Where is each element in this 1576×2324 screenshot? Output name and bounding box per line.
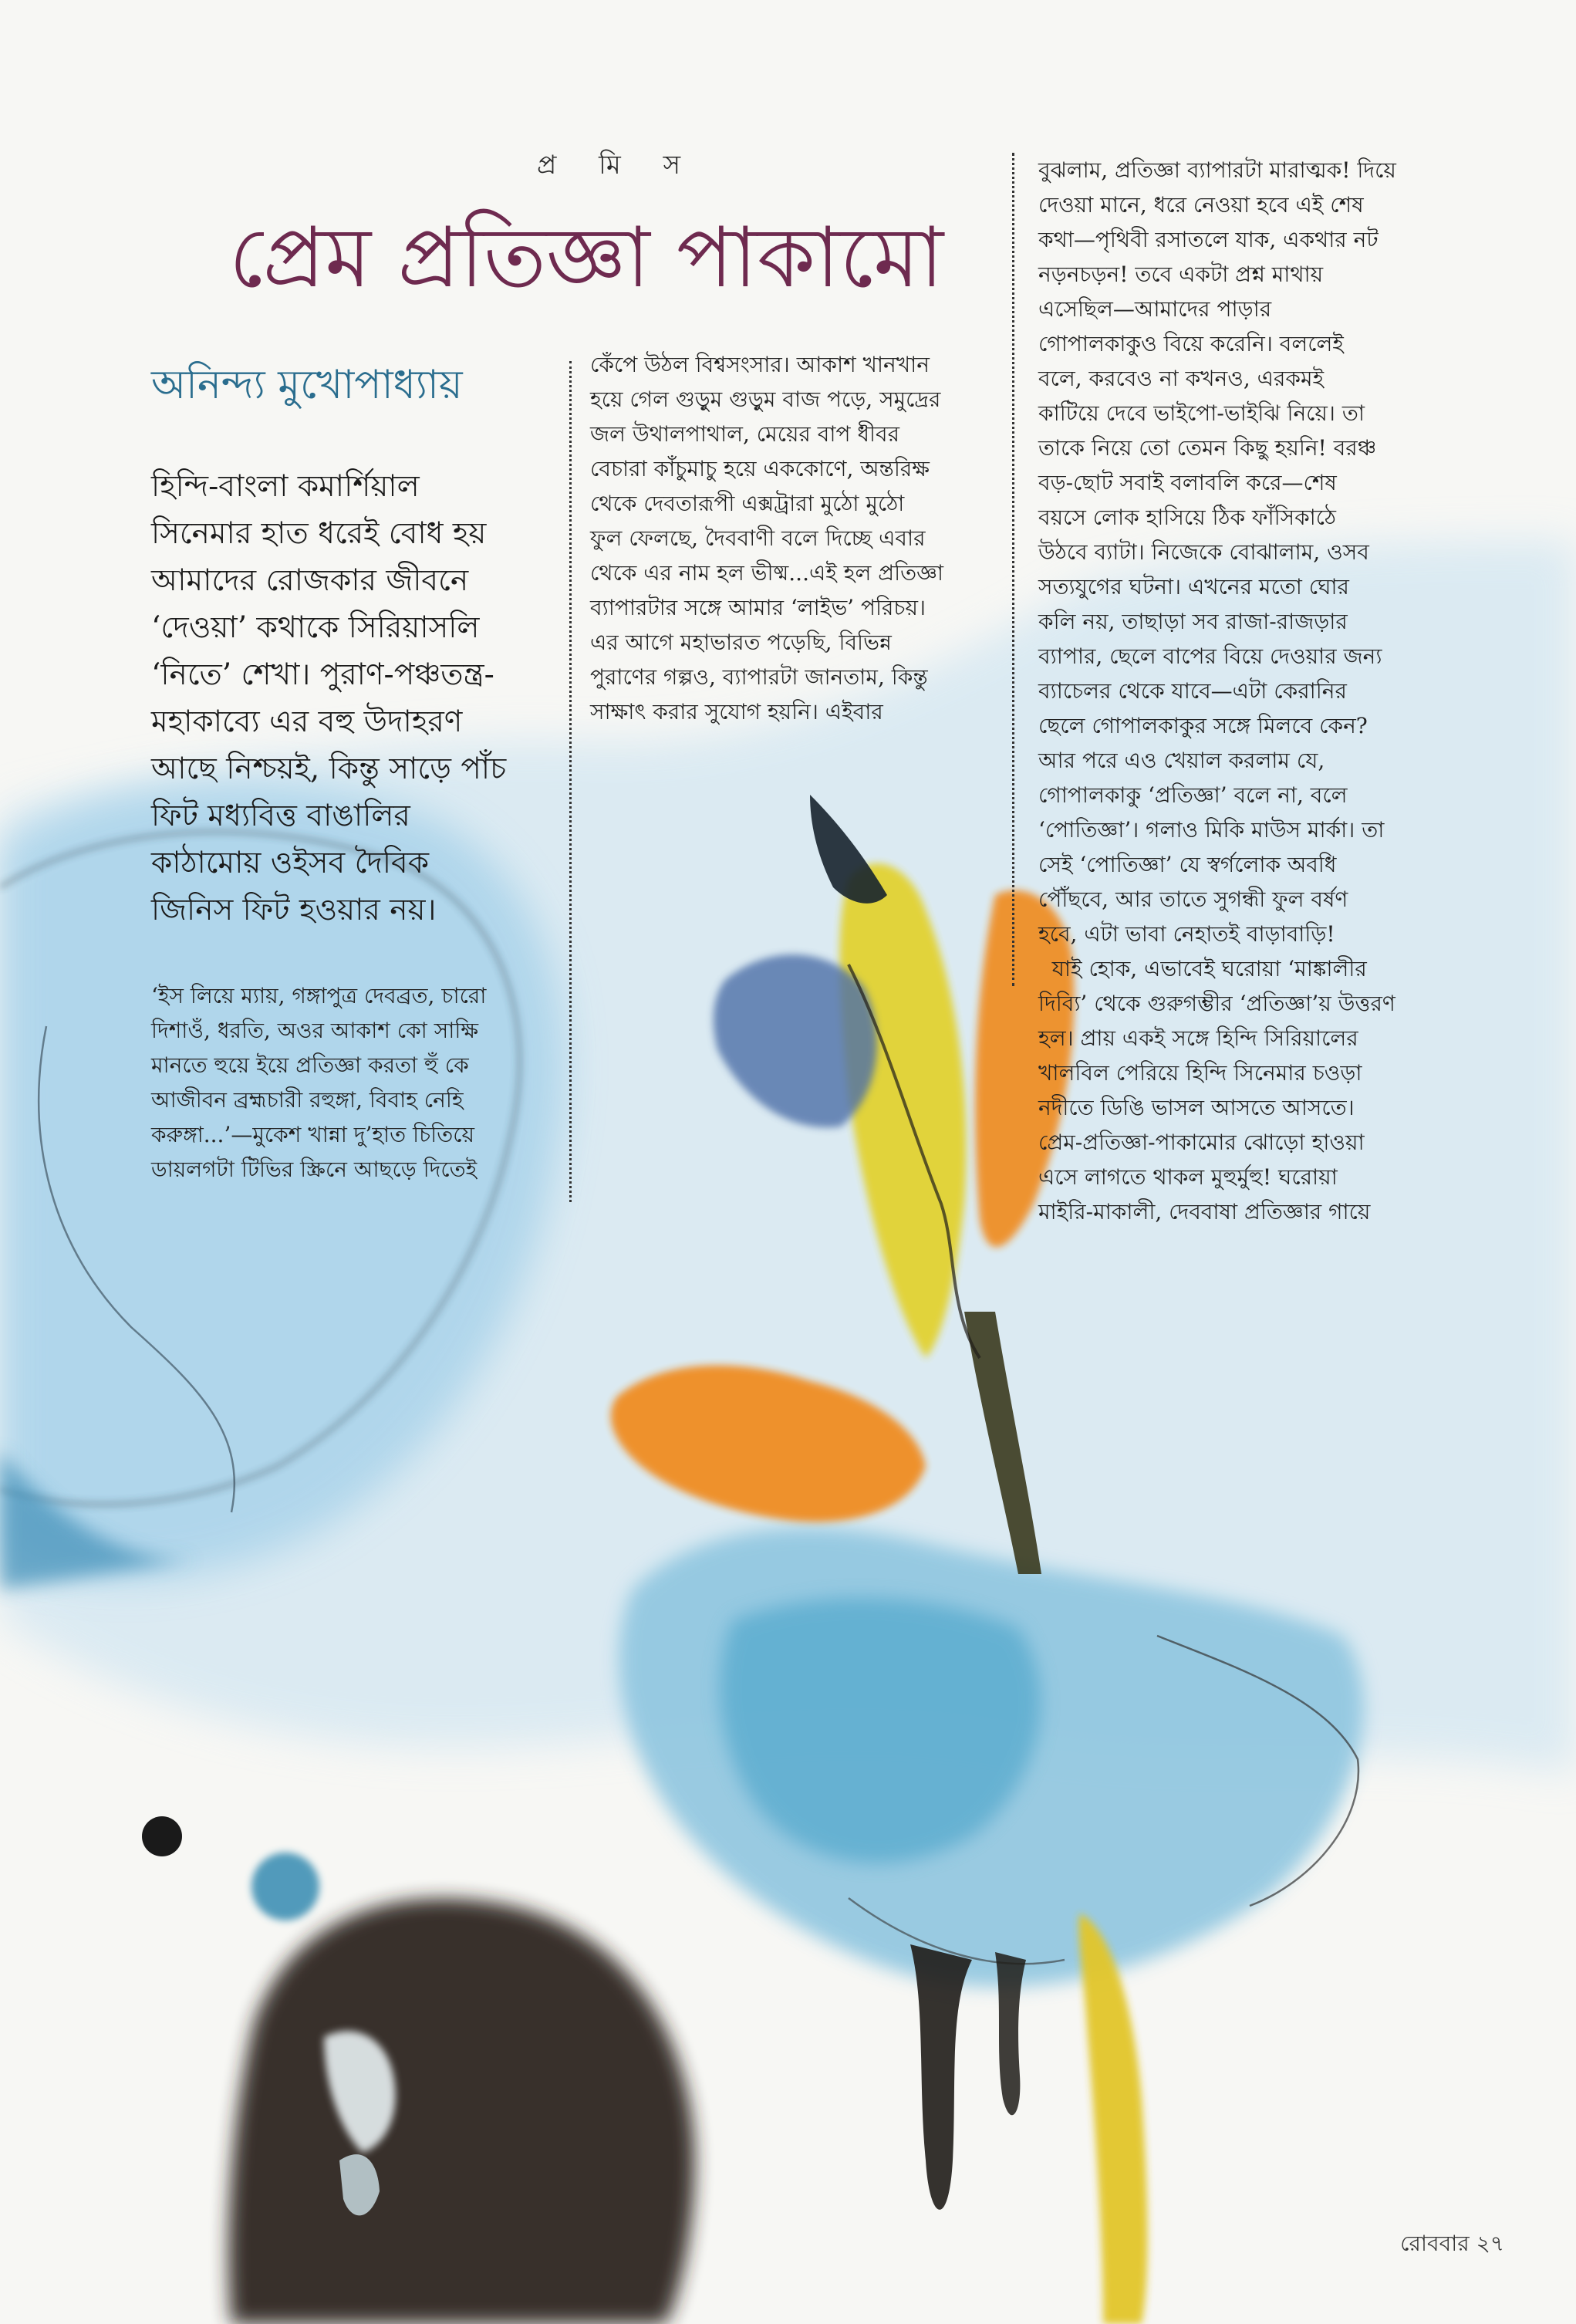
intro-paragraph <box>151 463 583 934</box>
intro-line: মহাকাব্যে এর বহু উদাহরণ <box>151 704 463 739</box>
body-line: থেকে দেবতারূপী এক্সট্রারা মুঠো মুঠো <box>590 491 905 516</box>
body-line: আজীবন ব্রহ্মচারী রহুঙ্গা, বিবাহ নেহি <box>151 1087 464 1113</box>
body-line: হয়ে গেল গুড়ুম গুড়ুম বাজ পড়ে, সমুদ্রের <box>590 387 941 412</box>
body-line: দেওয়া মানে, ধরে নেওয়া হবে এই শেষ <box>1038 192 1364 218</box>
body-line: হল। প্রায় একই সঙ্গে হিন্দি সিরিয়ালের <box>1038 1025 1358 1051</box>
body-line: ‘ইস লিয়ে ম্যায়, গঙ্গাপুত্র দেবব্রত, চারো <box>151 983 487 1008</box>
column-divider <box>1012 153 1014 986</box>
body-line: খালবিল পেরিয়ে হিন্দি সিনেমার চওড়া <box>1038 1060 1362 1086</box>
body-line: বুঝলাম, প্রতিজ্ঞা ব্যাপারটা মারাত্মক! দিয়ে <box>1038 157 1396 183</box>
body-line: ব্যাচেলর থেকে যাবে—এটা কেরানির <box>1038 678 1347 704</box>
body-line: ব্যাপারটার সঙ্গে আমার ‘লাইভ’ পরিচয়। <box>590 595 926 620</box>
body-line: নড়নচড়ন! তবে একটা প্রশ্ন মাথায় <box>1038 262 1324 287</box>
body-line: এসেছিল—আমাদের পাড়ার <box>1038 296 1272 322</box>
body-line: গোপালকাকু ‘প্রতিজ্ঞা’ বলে না, বলে <box>1038 782 1348 808</box>
body-line: ফুল ফেলছে, দৈববাণী বলে দিচ্ছে এবার <box>590 525 926 551</box>
author-name: অনিন্দ্য মুখোপাধ্যায় <box>151 362 463 408</box>
dark-drips <box>910 1944 972 2210</box>
body-line: সাক্ষাৎ করার সুযোগ হয়নি। এইবার <box>590 699 883 725</box>
body-line: মানতে হুয়ে ইয়ে প্রতিজ্ঞা করতা হুঁ কে <box>151 1052 469 1078</box>
body-line: এসে লাগতে থাকল মুহুর্মুহু! ঘরোয়া <box>1038 1164 1338 1190</box>
body-line: পৌঁছবে, আর তাতে সুগন্ধী ফুল বর্ষণ <box>1038 887 1348 912</box>
body-line: প্রেম-প্রতিজ্ঞা-পাকামোর ঝোড়ো হাওয়া <box>1038 1130 1365 1155</box>
article-title: প্রেম প্রতিজ্ঞা পাকামো <box>228 210 944 306</box>
blue-dot <box>251 1853 319 1920</box>
body-line: মাইরি-মাকালী, দেববাষা প্রতিজ্ঞার গায়ে <box>1038 1199 1371 1224</box>
column-divider <box>569 361 572 1202</box>
body-line: ব্যাপার, ছেলে বাপের বিয়ে দেওয়ার জন্য <box>1038 643 1382 669</box>
body-line: গোপালকাকুও বিয়ে করেনি। বললেই <box>1038 331 1344 356</box>
body-line: ডায়লগটা টিভির স্ক্রিনে আছড়ে দিতেই <box>151 1157 478 1182</box>
body-line: করুঙ্গা...’—মুকেশ খান্না দু’হাত চিতিয়ে <box>151 1122 474 1147</box>
body-column-2 <box>590 347 1022 729</box>
section-kicker: প্র মি স <box>536 150 698 181</box>
intro-line: আমাদের রোজকার জীবনে <box>151 563 469 598</box>
body-column-3 <box>1038 153 1493 1229</box>
body-line: হবে, এটা ভাবা নেহাতই বাড়াবাড়ি! <box>1038 921 1335 947</box>
body-line: সত্যযুগের ঘটনা। এখনের মতো ঘোর <box>1038 574 1349 600</box>
body-line: কথা—পৃথিবী রসাতলে যাক, একথার নট <box>1038 227 1379 252</box>
body-line: কেঁপে উঠল বিশ্বসংসার। আকাশ খানখান <box>590 352 930 377</box>
body-line: বড়-ছোট সবাই বলাবলি করে—শেষ <box>1038 470 1337 495</box>
body-column-1 <box>151 978 583 1187</box>
body-line: থেকে এর নাম হল ভীষ্ম...এই হল প্রতিজ্ঞা <box>590 560 944 586</box>
intro-line: ফিট মধ্যবিত্ত বাঙালির <box>151 799 410 833</box>
intro-line: কাঠামোয় ওইসব দৈবিক <box>151 846 430 880</box>
intro-line: সিনেমার হাত ধরেই বোধ হয় <box>151 516 487 551</box>
intro-line: হিন্দি-বাংলা কমার্শিয়াল <box>151 469 420 504</box>
body-line: বেচারা কাঁচুমাচু হয়ে এককোণে, অন্তরিক্ষ <box>590 456 930 481</box>
body-line: যাই হোক, এভাবেই ঘরোয়া ‘মাঙ্কালীর <box>1038 956 1367 981</box>
body-line: আর পরে এও খেয়াল করলাম যে, <box>1038 748 1325 773</box>
body-line: বলে, করবেও না কখনও, এরকমই <box>1038 366 1325 391</box>
body-line: কলি নয়, তাছাড়া সব রাজা-রাজড়ার <box>1038 609 1348 634</box>
dark-ink-blot <box>228 1899 694 2324</box>
page-folio: রোববার ২৭ <box>1400 2231 1504 2256</box>
body-line: বয়সে লোক হাসিয়ে ঠিক ফাঁসিকাঠে <box>1038 505 1337 530</box>
body-line: নদীতে ডিঙি ভাসল আসতে আসতে। <box>1038 1095 1355 1120</box>
body-line: সেই ‘পোতিজ্ঞা’ যে স্বর্গলোক অবধি <box>1038 852 1337 877</box>
body-line: ছেলে গোপালকাকুর সঙ্গে মিলবে কেন? <box>1038 713 1368 738</box>
intro-line: জিনিস ফিট হওয়ার নয়। <box>151 893 437 927</box>
body-line: দিশাওঁ, ধরতি, অওর আকাশ কো সাক্ষি <box>151 1018 479 1043</box>
body-line: দিব্যি’ থেকে গুরুগম্ভীর ‘প্রতিজ্ঞা’য় উত্তরণ <box>1038 991 1395 1016</box>
body-line: পুরাণের গল্পও, ব্যাপারটা জানতাম, কিন্তু <box>590 664 928 690</box>
body-line: কাটিয়ে দেবে ভাইপো-ভাইঝি নিয়ে। তা <box>1038 400 1365 426</box>
body-line: ‘পোতিজ্ঞা’। গলাও মিকি মাউস মার্কা। তা <box>1038 817 1385 843</box>
intro-line: ‘দেওয়া’ কথাকে সিরিয়াসলি <box>151 610 480 645</box>
yellow-stem <box>1079 1914 1148 2324</box>
intro-line: ‘নিতে’ শেখা। পুরাণ-পঞ্চতন্ত্র- <box>151 657 494 692</box>
intro-line: আছে নিশ্চয়ই, কিন্তু সাড়ে পাঁচ <box>151 752 507 786</box>
body-line: এর আগে মহাভারত পড়েছি, বিভিন্ন <box>590 630 892 655</box>
body-line: উঠবে ব্যাটা। নিজেকে বোঝালাম, ওসব <box>1038 539 1369 565</box>
body-line: জল উথালপাথাল, মেয়ের বাপ ধীবর <box>590 421 900 447</box>
black-dot <box>142 1816 182 1856</box>
body-line: তাকে নিয়ে তো তেমন কিছু হয়নি! বরঞ্চ <box>1038 435 1377 461</box>
